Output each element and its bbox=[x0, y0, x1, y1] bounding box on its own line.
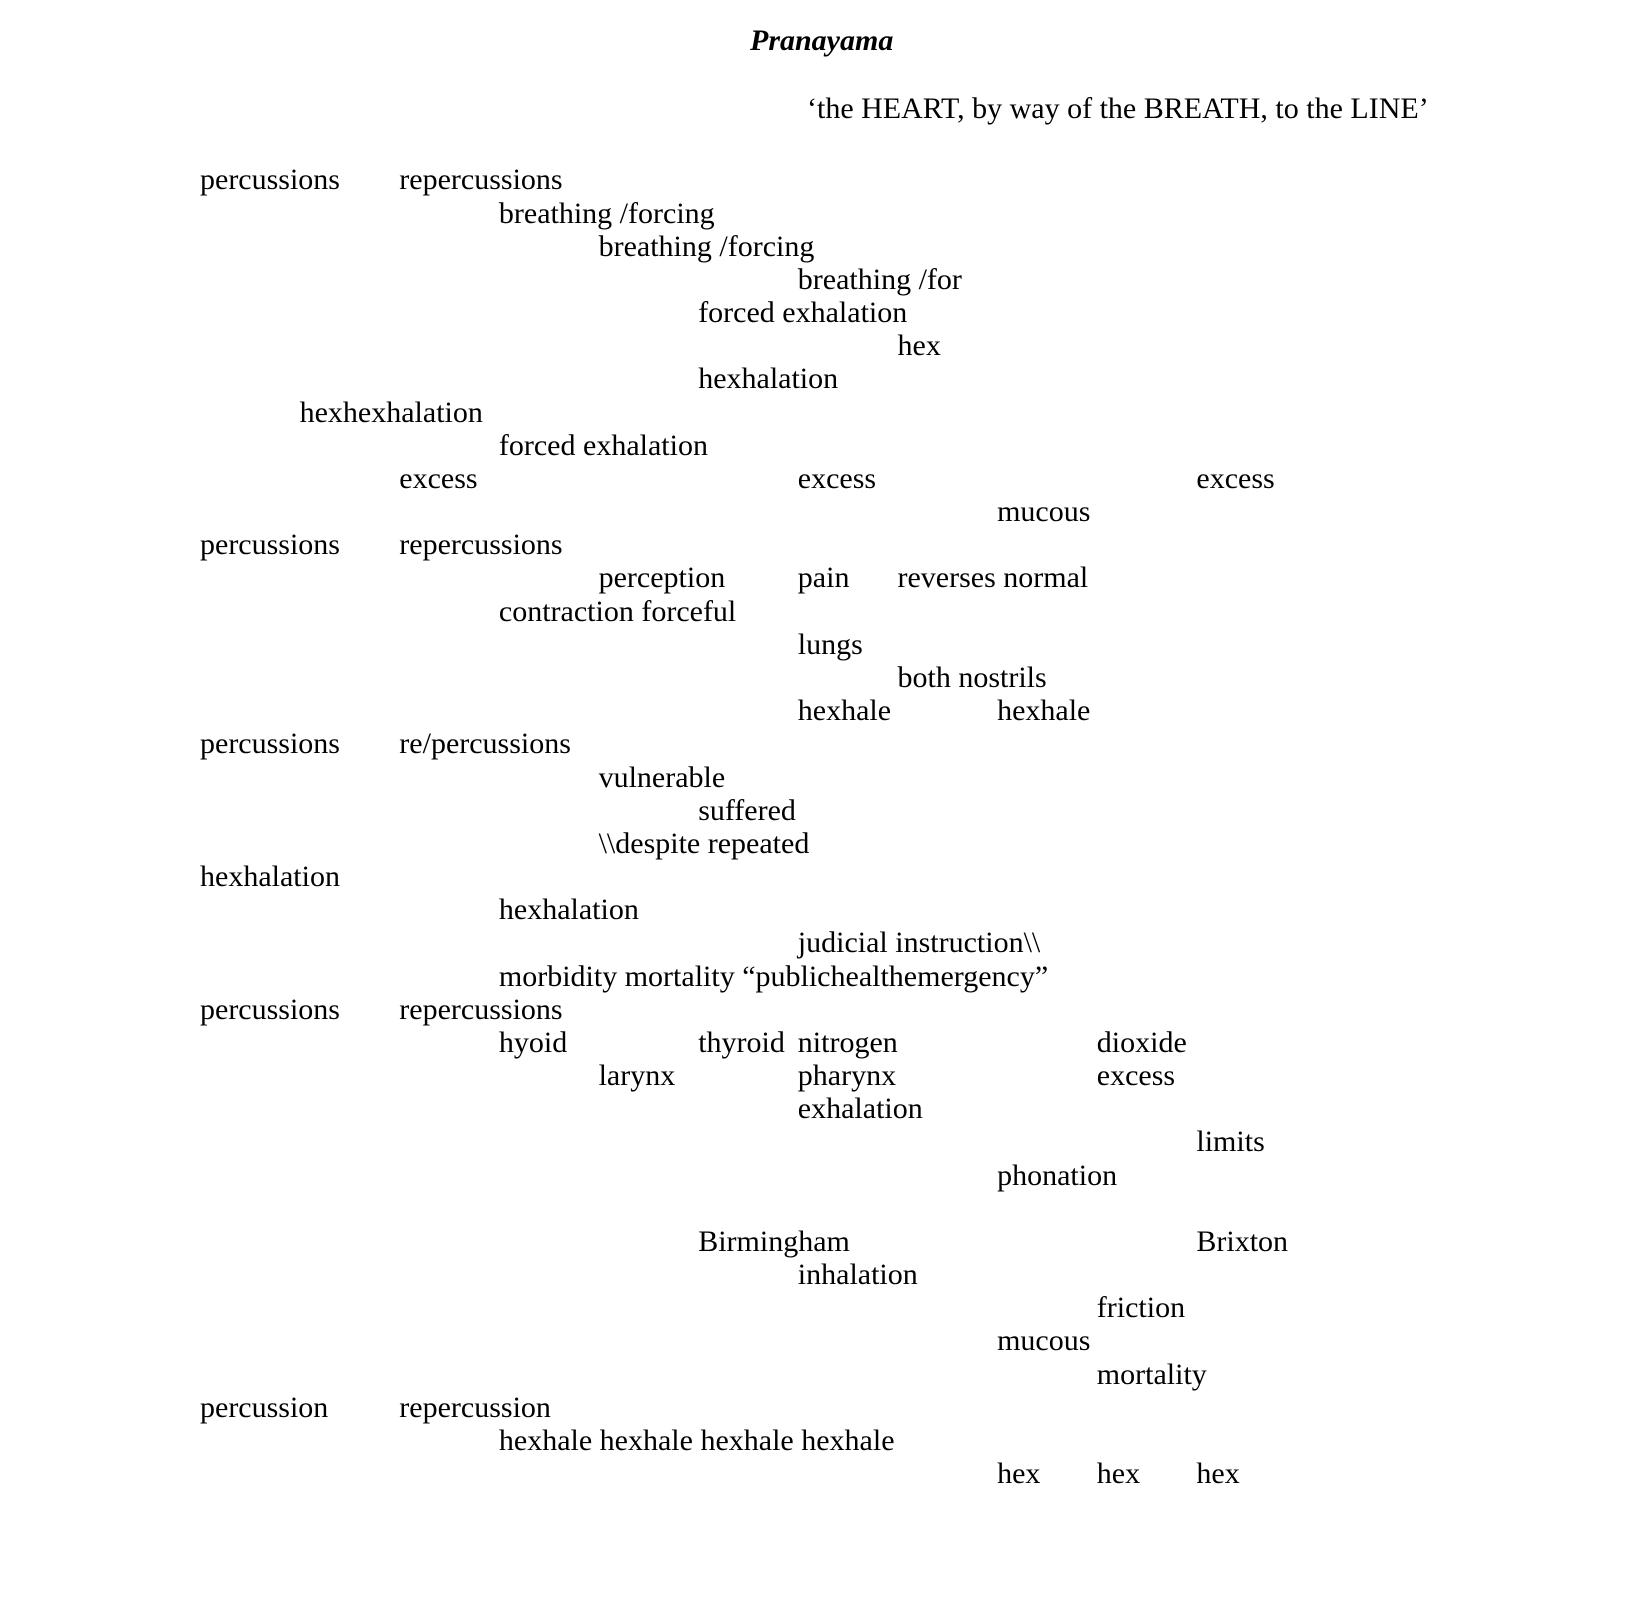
poem-line bbox=[0, 960, 1652, 993]
poem-word: hexhale bbox=[797, 694, 892, 728]
poem-line bbox=[0, 761, 1652, 794]
poem-word: repercussions bbox=[399, 528, 563, 562]
poem-word: inhalation bbox=[797, 1258, 918, 1291]
poem-word: hex bbox=[1196, 1457, 1240, 1490]
poem-word: dioxide bbox=[1096, 1025, 1187, 1059]
poem-line bbox=[0, 462, 1652, 495]
poem-line bbox=[0, 893, 1652, 926]
poem-word: hex bbox=[1096, 1457, 1141, 1490]
poem-word: mucous bbox=[997, 495, 1091, 529]
poem-line bbox=[0, 1225, 1652, 1258]
poem-line bbox=[0, 163, 1652, 196]
poem-word: percussions bbox=[200, 992, 340, 1026]
poem-line bbox=[0, 1258, 1652, 1291]
poem-line bbox=[0, 230, 1652, 263]
poem-line bbox=[0, 362, 1652, 395]
poem-line bbox=[0, 1457, 1652, 1490]
poem-word: morbidity mortality “publichealthemergency” bbox=[498, 959, 1049, 993]
poem-line bbox=[0, 197, 1652, 230]
poem-line bbox=[0, 1159, 1652, 1192]
poem-word: excess bbox=[1196, 461, 1275, 495]
poem-word: mortality bbox=[1096, 1357, 1207, 1391]
poem-line bbox=[0, 329, 1652, 362]
poem-line bbox=[0, 296, 1652, 329]
poem-line bbox=[0, 495, 1652, 528]
poem-word: Brixton bbox=[1196, 1224, 1289, 1258]
poem-epigraph: ‘the HEART, by way of the BREATH, to the LINE’ bbox=[807, 92, 1429, 125]
poem-word: pharynx bbox=[797, 1059, 897, 1092]
poem-line bbox=[0, 926, 1652, 959]
poem-word: Birmingham bbox=[698, 1224, 850, 1258]
poem-word: percussions bbox=[200, 163, 340, 197]
poem-word: hexhale hexhale hexhale hexhale bbox=[498, 1423, 895, 1457]
poem-word: lungs bbox=[797, 627, 863, 661]
poem-word: hexhalation bbox=[498, 893, 639, 927]
poem-word: vulnerable bbox=[598, 760, 726, 794]
poem-word: forced exhalation bbox=[698, 296, 908, 330]
poem-word: hexhalation bbox=[698, 362, 839, 396]
poem-line bbox=[0, 860, 1652, 893]
poem-word: pain bbox=[797, 561, 850, 595]
poem-line bbox=[0, 827, 1652, 860]
poem-word: breathing /forcing bbox=[498, 196, 715, 230]
poem-word: nitrogen bbox=[797, 1025, 898, 1059]
poem-word: suffered bbox=[698, 793, 796, 827]
poem-line bbox=[0, 528, 1652, 561]
poem-word: breathing /for bbox=[797, 262, 962, 296]
poem-line bbox=[0, 628, 1652, 661]
poem-word: hex bbox=[897, 329, 941, 363]
poem-word: larynx bbox=[598, 1059, 676, 1092]
poem-word: excess bbox=[797, 461, 877, 495]
poem-line bbox=[0, 1291, 1652, 1324]
poem-line bbox=[0, 1424, 1652, 1457]
poem-word: \\despite repeated bbox=[598, 826, 810, 860]
poem-line bbox=[0, 794, 1652, 827]
poem-word: repercussions bbox=[399, 163, 563, 197]
poem-word: excess bbox=[1096, 1059, 1176, 1092]
poem-word: percussions bbox=[200, 528, 340, 562]
poem-word: phonation bbox=[997, 1158, 1118, 1192]
poem-word: hyoid bbox=[498, 1025, 568, 1059]
poem-line bbox=[0, 263, 1652, 296]
poem-word: both nostrils bbox=[897, 661, 1047, 694]
poem-line bbox=[0, 1391, 1652, 1424]
poem-line bbox=[0, 1092, 1652, 1125]
poem-word: hexhale bbox=[997, 694, 1091, 728]
poem-line bbox=[0, 993, 1652, 1026]
poem-line bbox=[0, 1324, 1652, 1357]
poem-word: repercussion bbox=[399, 1390, 551, 1424]
poem-word: hex bbox=[997, 1457, 1041, 1490]
poem-word: hexhalation bbox=[200, 860, 340, 893]
poem-word: perception bbox=[598, 561, 726, 595]
poem-word: friction bbox=[1096, 1291, 1186, 1325]
poem-line bbox=[0, 727, 1652, 760]
poem-line bbox=[0, 595, 1652, 628]
poem-line bbox=[0, 396, 1652, 429]
poem-title: Pranayama bbox=[750, 24, 894, 57]
poem-line bbox=[0, 694, 1652, 727]
poem-word: judicial instruction\\ bbox=[797, 926, 1041, 960]
poem-word: exhalation bbox=[797, 1092, 923, 1126]
poem-word: breathing /forcing bbox=[598, 229, 815, 263]
poem-word: repercussions bbox=[399, 992, 563, 1026]
poem-line bbox=[0, 429, 1652, 462]
poem-word: percussions bbox=[200, 727, 340, 761]
poem-line bbox=[0, 1358, 1652, 1391]
poem-word: mucous bbox=[997, 1324, 1091, 1358]
poem-word: limits bbox=[1196, 1125, 1265, 1159]
poem-line bbox=[0, 1026, 1652, 1059]
poem-word: thyroid bbox=[698, 1025, 785, 1059]
poem-word: re/percussions bbox=[399, 727, 571, 761]
poem-word: hexhexhalation bbox=[299, 395, 483, 429]
poem-word: forced exhalation bbox=[498, 428, 708, 462]
poem-word: contraction forceful bbox=[498, 594, 737, 628]
poem-line bbox=[0, 661, 1652, 694]
poem-line bbox=[0, 1125, 1652, 1158]
poem-word: reverses normal bbox=[897, 561, 1089, 595]
poem-word: percussion bbox=[200, 1390, 329, 1424]
poem-line bbox=[0, 1059, 1652, 1092]
poem-word: excess bbox=[399, 461, 478, 495]
poem-line bbox=[0, 561, 1652, 594]
